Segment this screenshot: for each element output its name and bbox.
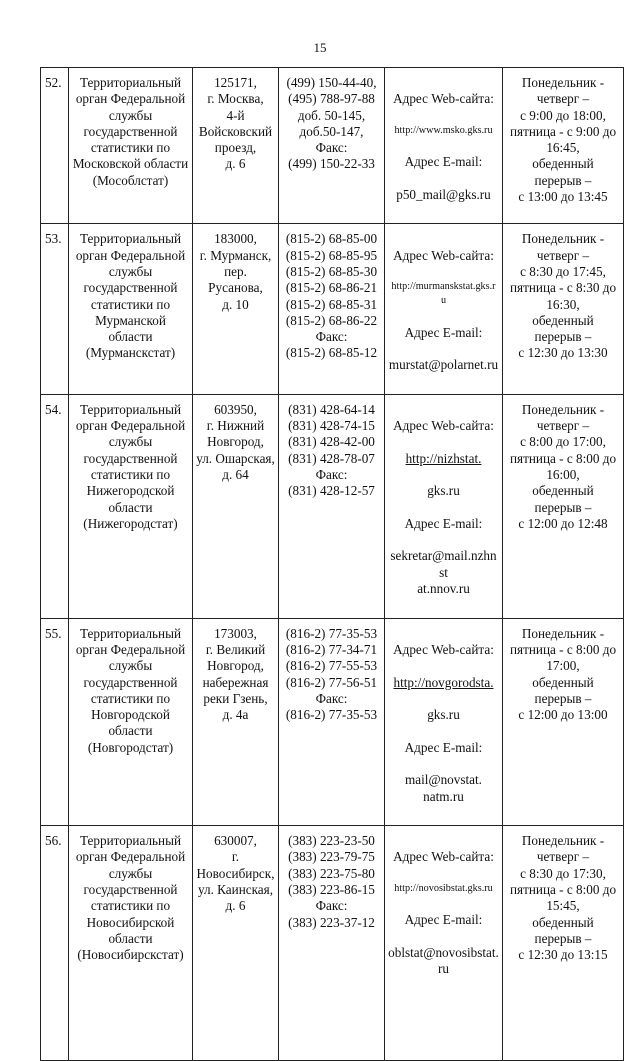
table-row (41, 618, 624, 826)
web-url-continuation[interactable]: gks.ru (427, 483, 460, 499)
working-hours-cell: Понедельник - четверг – с 9:00 до 18:00, пятница - с 9:00 до 16:45, обеденный перерыв – с 13:00 до 13:45 (503, 68, 624, 224)
email-label: Адрес E-mail: (404, 324, 483, 340)
web-url-link[interactable]: http://novosibstat.gks.ru (394, 883, 493, 895)
email-label: Адрес E-mail: (404, 515, 483, 531)
table-row (41, 224, 624, 394)
web-url-link[interactable]: http://murmanskstat.gks.r u (391, 281, 496, 307)
web-url-link[interactable]: http://nizhstat. (405, 450, 482, 466)
email-label: Адрес E-mail: (404, 739, 483, 755)
organ-name-cell: Территориальный орган Федеральной службы государственной статистики по Новосибирской области (Новосибирскстат) (69, 826, 193, 1061)
address-cell: 173003, г. Великий Новгород, набережная реки Гзень, д. 4а (193, 618, 279, 826)
organ-name-cell: Территориальный орган Федеральной службы государственной статистики по Новгородской области (Новгородстат) (69, 618, 193, 826)
row-number-cell: 56. (41, 826, 69, 1061)
email-link[interactable]: sekretar@mail.nzhnst at.nnov.ru (390, 548, 497, 597)
phones-cell: (831) 428-64-14 (831) 428-74-15 (831) 428-42-00 (831) 428-78-07 Факс: (831) 428-12-57 (279, 394, 385, 618)
table-row (41, 826, 624, 1061)
organ-name-cell: Территориальный орган Федеральной службы государственной статистики по Московской области (Мособлстат) (69, 68, 193, 224)
email-label: Адрес E-mail: (404, 154, 483, 170)
address-cell: 630007, г. Новосибирск, ул. Каинская, д. 6 (193, 826, 279, 1061)
table-row (41, 394, 624, 618)
working-hours-cell: Понедельник - четверг – с 8:30 до 17:45, пятница - с 8:30 до 16:30, обеденный перерыв – с 12:30 до 13:30 (503, 224, 624, 394)
page-number: 15 (313, 40, 327, 55)
address-cell: 603950, г. Нижний Новгород, ул. Ошарская, д. 64 (193, 394, 279, 618)
row-number-cell: 54. (41, 394, 69, 618)
row-number-cell: 52. (41, 68, 69, 224)
contacts-cell (385, 618, 503, 826)
email-label: Адрес E-mail: (404, 912, 483, 928)
web-label: Адрес Web-сайта: (393, 418, 494, 434)
web-url-link[interactable]: http://www.msko.gks.ru (394, 124, 493, 136)
contacts-cell (385, 394, 503, 618)
email-link[interactable]: mail@novstat. natm.ru (405, 772, 482, 804)
working-hours-cell: Понедельник - пятница - с 8:00 до 17:00, обеденный перерыв – с 12:00 до 13:00 (503, 618, 624, 826)
phones-cell: (499) 150-44-40, (495) 788-97-88 доб. 50-145, доб.50-147, Факс: (499) 150-22-33 (279, 68, 385, 224)
table-row (41, 68, 624, 224)
territorial-bodies-table (40, 67, 624, 1061)
web-label: Адрес Web-сайта: (393, 849, 494, 865)
email-link[interactable]: murstat@polarnet.ru (388, 357, 499, 373)
working-hours-cell: Понедельник - четверг – с 8:30 до 17:30, пятница - с 8:00 до 15:45, обеденный перерыв – с 12:30 до 13:15 (503, 826, 624, 1061)
web-label: Адрес Web-сайта: (393, 641, 494, 657)
working-hours-cell: Понедельник - четверг – с 8:00 до 17:00, пятница - с 8:00 до 16:00, обеденный перерыв – с 12:00 до 12:48 (503, 394, 624, 618)
email-link[interactable]: oblstat@novosibstat. ru (388, 944, 499, 977)
organ-name-cell: Территориальный орган Федеральной службы государственной статистики по Нижегородской области (Нижегородстат) (69, 394, 193, 618)
row-number-cell: 55. (41, 618, 69, 826)
contacts-cell (385, 68, 503, 224)
web-url-link[interactable]: http://novgorodsta. (393, 674, 494, 690)
phones-cell: (383) 223-23-50 (383) 223-79-75 (383) 223-75-80 (383) 223-86-15 Факс: (383) 223-37-12 (279, 826, 385, 1061)
web-label: Адрес Web-сайта: (393, 91, 494, 107)
contacts-cell (385, 224, 503, 394)
address-cell: 125171, г. Москва, 4-й Войсковский проезд, д. 6 (193, 68, 279, 224)
address-cell: 183000, г. Мурманск, пер. Русанова, д. 10 (193, 224, 279, 394)
row-number-cell: 53. (41, 224, 69, 394)
organ-name-cell: Территориальный орган Федеральной службы государственной статистики по Мурманской области (Мурманскстат) (69, 224, 193, 394)
web-url-continuation[interactable]: gks.ru (427, 707, 460, 723)
phones-cell: (816-2) 77-35-53 (816-2) 77-34-71 (816-2) 77-55-53 (816-2) 77-56-51 Факс: (816-2) 77-35-53 (279, 618, 385, 826)
phones-cell: (815-2) 68-85-00 (815-2) 68-85-95 (815-2) 68-85-30 (815-2) 68-86-21 (815-2) 68-85-31 (815-2) 68-86-22 Факс: (815-2) 68-85-12 (279, 224, 385, 394)
web-label: Адрес Web-сайта: (393, 247, 494, 263)
email-link[interactable]: p50_mail@gks.ru (396, 186, 491, 202)
contacts-cell (385, 826, 503, 1061)
